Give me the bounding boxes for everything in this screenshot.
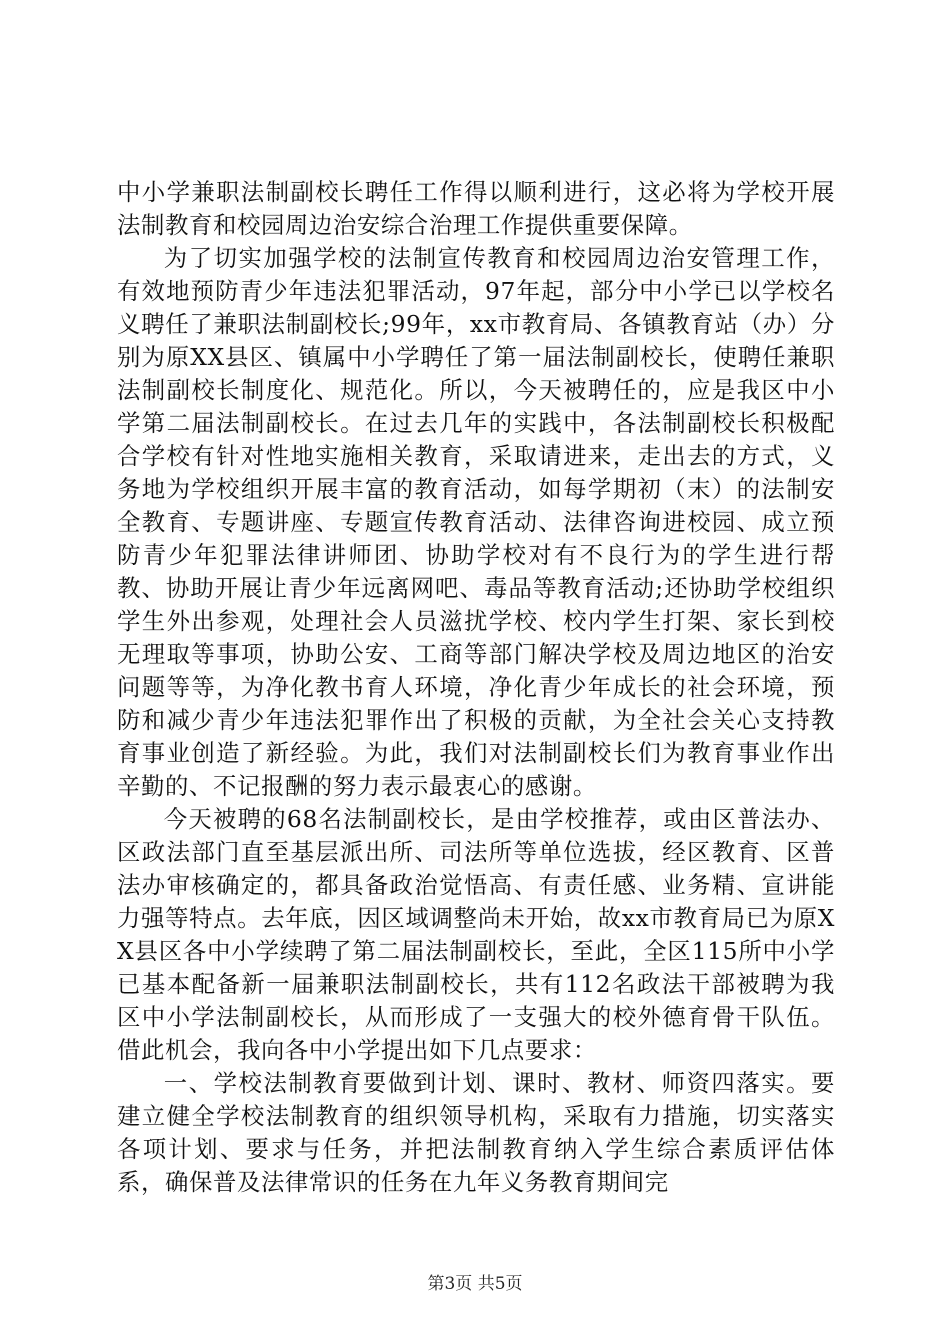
page-footer: 第3页 共5页 [427, 1274, 523, 1294]
paragraph-requirement-one: 一、学校法制教育要做到计划、课时、教材、师资四落实。要建立健全学校法制教育的组织领导机构，采取有力措施，切实落实各项计划、要求与任务，并把法制教育纳入学生综合素质评估体系，确保普及法律常识的任务在九年义务教育期间完 [117, 1069, 835, 1196]
paragraph-continuation: 中小学兼职法制副校长聘任工作得以顺利进行，这必将为学校开展法制教育和校园周边治安综合治理工作提供重要保障。 [117, 178, 835, 239]
paragraph-appointees: 今天被聘的68名法制副校长，是由学校推荐，或由区普法办、区政法部门直至基层派出所、司法所等单位选拔，经区教育、区普法办审核确定的，都具备政治觉悟高、有责任感、业务精、宣讲能力强等特点。去年底，因区域调整尚未开始，故xx市教育局已为原XX县区各中小学续聘了第二届法制副校长，至此，全区115所中小学已基本配备新一届兼职法制副校长，共有112名政法干部被聘为我区中小学法制副校长，从而形成了一支强大的校外德育骨干队伍。借此机会，我向各中小学提出如下几点要求： [117, 805, 835, 1064]
document-body [117, 176, 835, 1199]
paragraph-background: 为了切实加强学校的法制宣传教育和校园周边治安管理工作，有效地预防青少年违法犯罪活动，97年起，部分中小学已以学校名义聘任了兼职法制副校长;99年，xx市教育局、各镇教育站（办）分别为原XX县区、镇属中小学聘任了第一届法制副校长，使聘任兼职法制副校长制度化、规范化。所以，今天被聘任的，应是我区中小学第二届法制副校长。在过去几年的实践中，各法制副校长积极配合学校有针对性地实施相关教育，采取请进来，走出去的方式，义务地为学校组织开展丰富的教育活动，如每学期初（末）的法制安全教育、专题讲座、专题宣传教育活动、法律咨询进校园、成立预防青少年犯罪法律讲师团、协助学校对有不良行为的学生进行帮教、协助开展让青少年远离网吧、毒品等教育活动;还协助学校组织学生外出参观，处理社会人员滋扰学校、校内学生打架、家长到校无理取等事项，协助公安、工商等部门解决学校及周边地区的治安问题等等，为净化教书育人环境，净化青少年成长的社会环境，预防和减少青少年违法犯罪作出了积极的贡献，为全社会关心支持教育事业创造了新经验。为此，我们对法制副校长们为教育事业作出辛勤的、不记报酬的努力表示最衷心的感谢。 [117, 244, 835, 800]
